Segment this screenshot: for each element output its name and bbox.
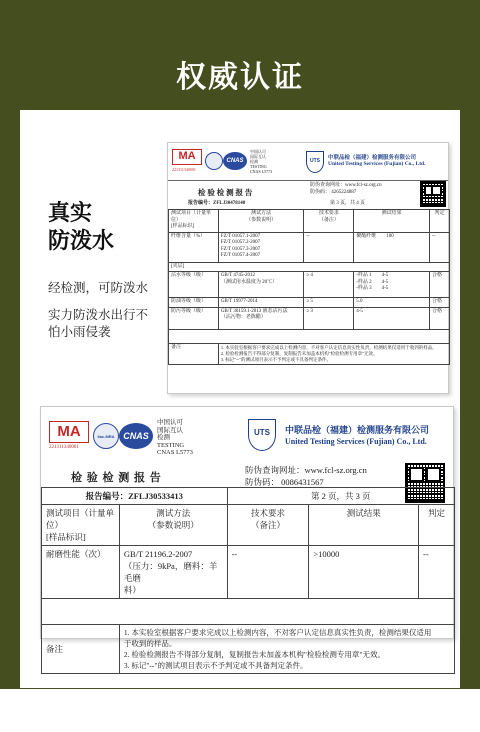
- ilac-logo: ilac-MRA: [93, 423, 119, 449]
- bottom-strip: [0, 688, 480, 732]
- table-row: 耐磨性能（次） GB/T 21196.2-2007 （压力：9kPa，磨料：羊毛磨 料） -- >10000 --: [42, 546, 455, 599]
- side-heading: [48, 200, 114, 256]
- side-heading-line2: 防泼水: [48, 229, 115, 254]
- report-title: 检 验 检 测 报 告: [198, 188, 253, 197]
- cnas-logo: CNAS: [223, 152, 247, 170]
- uts-logo: UTS: [306, 151, 324, 173]
- cnas-logo: CNAS: [119, 423, 153, 449]
- cma-logo: MA: [49, 421, 89, 443]
- accreditation-text: 中国认可 国际互认 检测 TESTING CNAS L5773: [250, 149, 273, 174]
- company-name-en: United Testing Services (Fujian) Co., Ltd.: [285, 437, 427, 446]
- test-report-large: [40, 406, 454, 670]
- side-text-2a: 实力防泼水出行不: [48, 307, 149, 322]
- results-table: [168, 209, 450, 365]
- qr-code: [420, 181, 446, 207]
- header-banner: [0, 0, 480, 110]
- table-row: [夹层]: [169, 262, 450, 272]
- table-row: 纤维含量（%） FZ/T 01057.1-2007 FZ/T 01057.2-2007 FZ/T 01057.3-2007 FZ/T 01057.4-2007 -- 聚酯纤维 100 --: [169, 232, 450, 262]
- company-name-cn: 中联品检（福建）检测服务有限公司: [328, 155, 417, 161]
- side-text-1: 经检测，可防泼水: [48, 280, 149, 295]
- side-heading-line1: 真实: [48, 201, 93, 226]
- table-header-row: 测试项目（计量单位） [样品标识] 测试方法 （参数说明） 技术要求 （备注） 测试结果 判定: [169, 210, 450, 233]
- results-grid: [41, 487, 455, 674]
- report-header: [168, 143, 448, 181]
- side-text-2b: 怕小雨侵袭: [48, 324, 111, 339]
- report-title-row: [41, 433, 455, 463]
- test-report-small: [167, 142, 449, 394]
- uts-logo: UTS: [248, 419, 276, 451]
- accreditation-text: 中国认可 国际互认 检测 TESTING CNAS L5773: [157, 419, 193, 456]
- verify-code: 防伪码： 4265224887: [310, 190, 357, 195]
- table-row: 防油等级（级） GB/T 19977-2014 ≥ 5 5.0 合格: [169, 298, 450, 308]
- cma-logo: MA: [172, 149, 202, 165]
- table-row: [169, 329, 450, 343]
- report-title: 检 验 检 测 报 告: [71, 472, 162, 484]
- table-header-row: 测试项目（计量单位） [样品标识] 测试方法 （参数说明） 技术要求 （备注） 测试结果 判定: [42, 505, 455, 546]
- table-row: 防污等级（级） GB/T 30159.1-2013 液态沾污法 （沾污物：老陈醋） ≥ 3 4-5 合格: [169, 307, 450, 329]
- table-row: 沾水等级（级） GB/T 4745-2012 （测试用水温度为 20℃） ≥ 4 -样品 1 4-5 -样品 2 4-5 -样品 3 4-5 合格: [169, 272, 450, 298]
- notes-row: 备注 1. 本实验室根据客户要求完成以上检测内容，不对客户认定信息真实性负责，检测结果仅适用 于收到的样品。 2. 检验检测报告不得部分复制，复制报告未加盖本机构"检验检测专用章"无效。 3. 标记"--"的测试项目表示不予判定或不具备判定条件。: [42, 625, 455, 674]
- report-number: 报告编号：ZFLJ30478140: [188, 201, 246, 206]
- verify-code: 防伪码： 0086431567: [245, 477, 324, 487]
- company-name-en: United Testing Services (Fujian) Co., Ltd.: [328, 161, 426, 167]
- ilac-logo: [205, 152, 223, 170]
- notes-row: 备注 1. 本实验室根据客户要求完成以上检测内容，不对客户认定信息真实性负责，检测结果仅适用于收到的样品。 2. 检验检测报告不得部分复制，复制报告未加盖本机构"检验检测专用章"无效。 3. 标记"--"的测试项目表示不予判定或不具备判定条件。: [169, 343, 450, 364]
- results-table: [41, 433, 455, 463]
- cma-number: 221311340001: [49, 445, 79, 450]
- verify-website: 防伪查询网址：www.fcl-sz.org.cn: [310, 183, 382, 188]
- company-name-cn: 中联品检（福建）检测服务有限公司: [285, 425, 430, 435]
- report-number-row: 报告编号：ZFLJ30533413 第 2 页，共 3 页: [42, 488, 455, 505]
- table-row: [42, 599, 455, 625]
- page-title: 权威认证: [176, 60, 304, 95]
- page-number: 第 3 页，共 4 页: [330, 201, 366, 206]
- cma-number: 221311340001: [172, 167, 196, 172]
- verify-website: 防伪查询网址：www.fcl-sz.org.cn: [245, 465, 367, 475]
